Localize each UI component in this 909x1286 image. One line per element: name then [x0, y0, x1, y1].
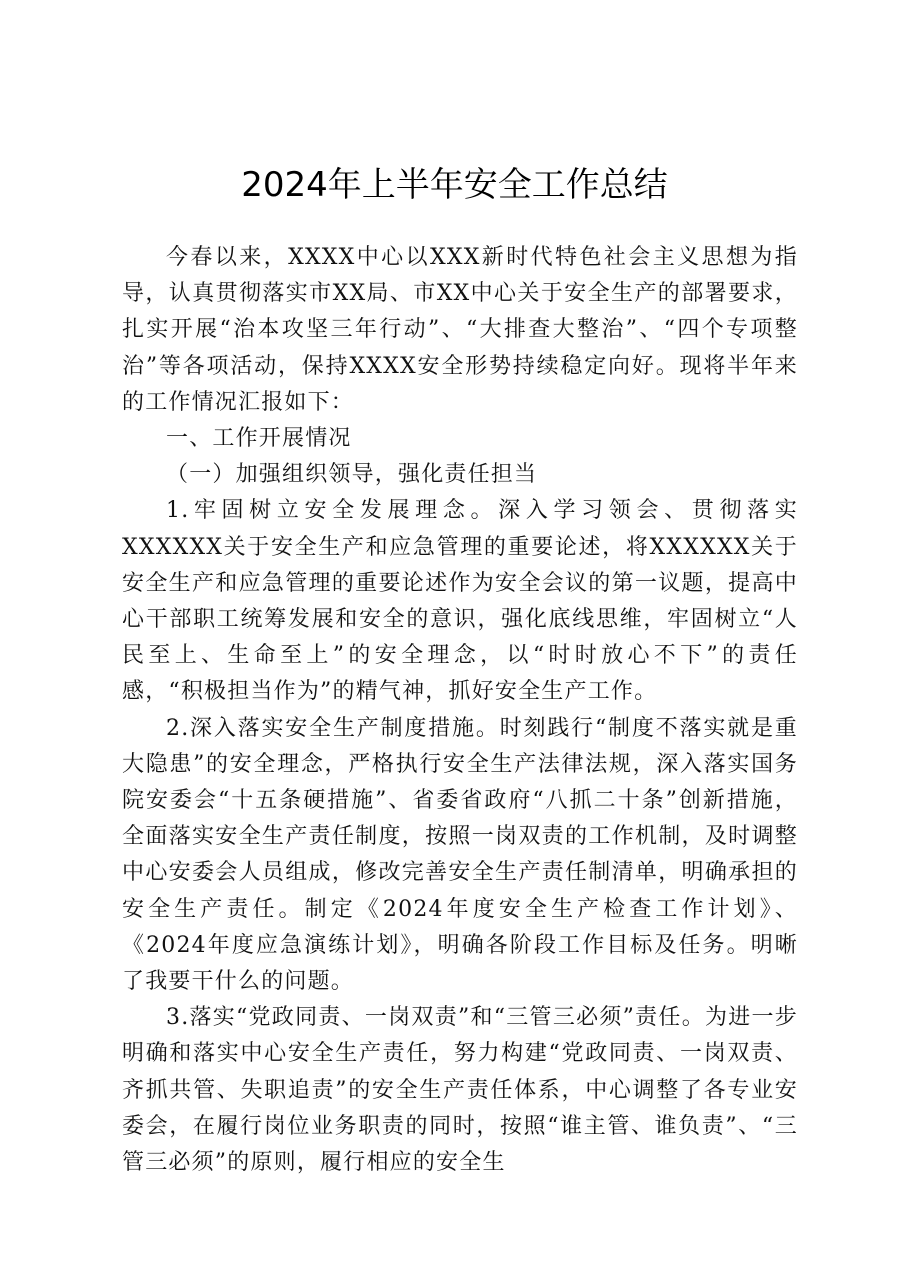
intro-paragraph: 今春以来，XXXX中心以XXX新时代特色社会主义思想为指导，认真贯彻落实市XX局、市XX中心关于安全生产的部署要求，扎实开展“治本攻坚三年行动”、“大排查大整治”、“四个专项整治”等各项活动，保持XXXX安全形势持续稳定向好。现将半年来的工作情况汇报如下： — [122, 245, 798, 415]
paragraph-item-1: 1.牢固树立安全发展理念。深入学习领会、贯彻落实XXXXXX关于安全生产和应急管理的重要论述，将XXXXXX关于安全生产和应急管理的重要论述作为安全会议的第一议题，提高中心干部职工统筹发展和安全的意识，强化底线思维，牢固树立“人民至上、生命至上”的安全理念，以“时时放心不下”的责任感，“积极担当作为”的精气神，抓好安全生产工作。 — [122, 498, 798, 705]
section-heading: 一、工作开展情况 — [166, 426, 352, 452]
document-body — [122, 240, 798, 1181]
paragraph-item-3: 3.落实“党政同责、一岗双责”和“三管三必须”责任。为进一步明确和落实中心安全生产责任，努力构建“党政同责、一岗双责、齐抓共管、失职追责”的安全生产责任体系，中心调整了各专业安委会，在履行岗位业务职责的同时，按照“谁主管、谁负责”、“三管三必须”的原则，履行相应的安全生 — [122, 1005, 798, 1176]
document-title: 2024年上半年安全工作总结 — [241, 165, 668, 205]
paragraph-item-2: 2.深入落实安全生产制度措施。时刻践行“制度不落实就是重大隐患”的安全理念，严格执行安全生产法律法规，深入落实国务院安委会“十五条硬措施”、省委省政府“八抓二十条”创新措施，全面落实安全生产责任制度，按照一岗双责的工作机制，及时调整中心安委会人员组成，修改完善安全生产责任制清单，明确承担的安全生产责任。制定《2024年度安全生产检查工作计划》、《2024年度应急演练计划》，明确各阶段工作目标及任务。明晰了我要干什么的问题。 — [122, 715, 798, 995]
subsection-heading: （一）加强组织领导，强化责任担当 — [166, 462, 538, 488]
